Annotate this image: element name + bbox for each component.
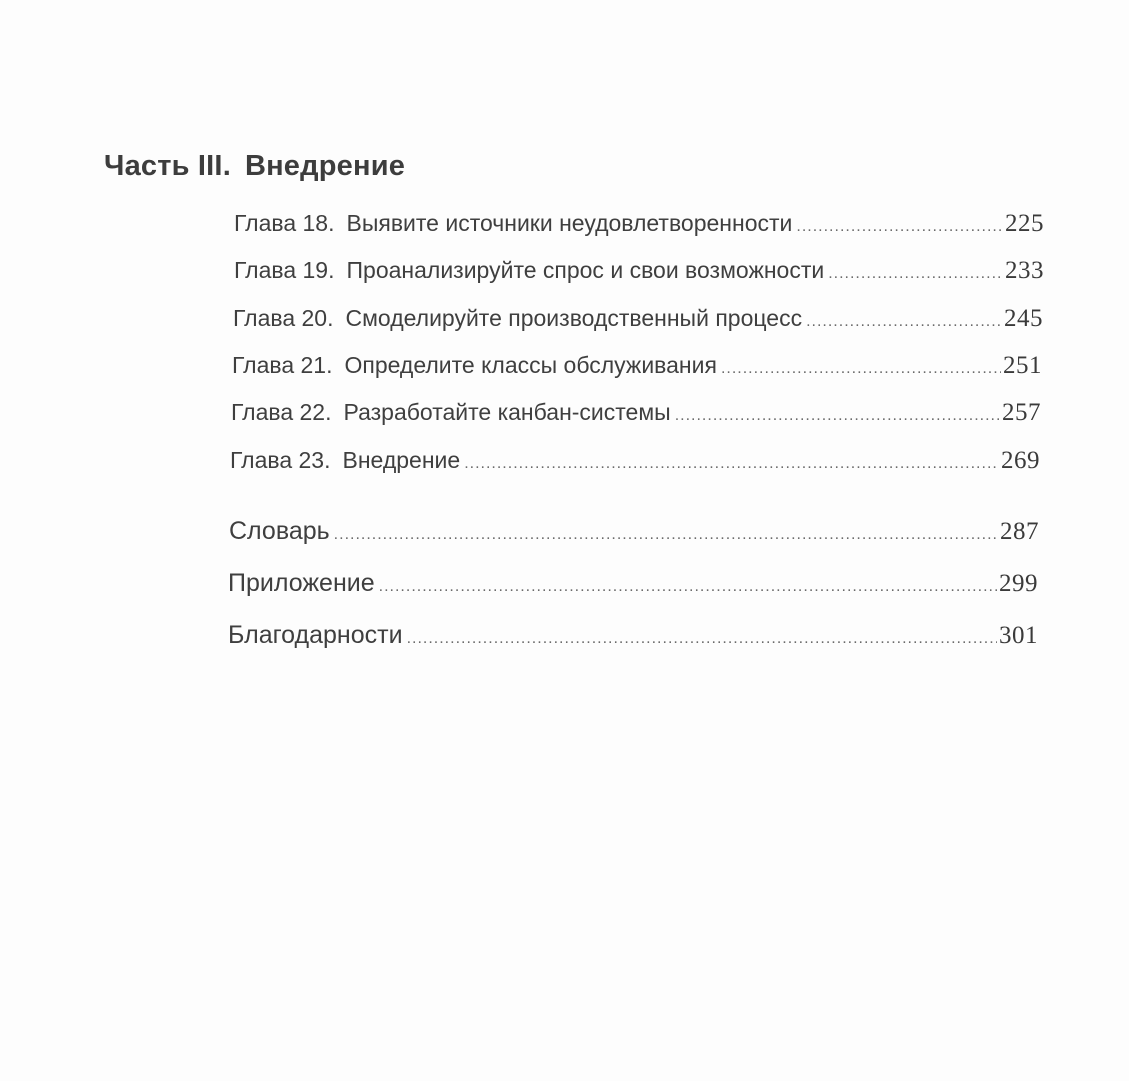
chapter-title: Выявите источники неудовлетворенности bbox=[346, 210, 793, 236]
chapter-title: Проанализируйте спрос и свои возможности bbox=[346, 257, 825, 283]
chapter-title: Внедрение bbox=[342, 447, 461, 473]
section-title: Приложение bbox=[228, 569, 375, 597]
part-title: Внедрение bbox=[244, 150, 406, 182]
chapter-title: Разработайте канбан-системы bbox=[343, 399, 671, 425]
chapter-label: Глава 23. bbox=[230, 447, 331, 473]
section-title: Словарь bbox=[229, 517, 330, 545]
page-number: 251 bbox=[1003, 352, 1042, 379]
section-title: Благодарности bbox=[228, 621, 403, 649]
page-number: 269 bbox=[1001, 447, 1040, 474]
dot-leader bbox=[675, 408, 1000, 424]
chapter-label: Глава 19. bbox=[234, 257, 335, 283]
toc-entry-chapter-23[interactable] bbox=[230, 447, 1040, 475]
toc-entry-chapter-18[interactable] bbox=[234, 210, 1044, 238]
toc-entry-glossary[interactable] bbox=[229, 517, 1039, 546]
dot-leader bbox=[379, 579, 997, 595]
chapter-label: Глава 21. bbox=[232, 352, 333, 378]
page-number: 257 bbox=[1002, 399, 1041, 426]
dot-leader bbox=[407, 631, 997, 647]
part-heading bbox=[104, 150, 405, 183]
chapter-title: Смоделируйте производственный процесс bbox=[345, 305, 803, 331]
page-number: 245 bbox=[1004, 305, 1043, 332]
chapter-label: Глава 20. bbox=[233, 305, 334, 331]
page-number: 301 bbox=[999, 622, 1038, 649]
toc-entry-appendix[interactable] bbox=[228, 569, 1038, 598]
page-number: 225 bbox=[1005, 210, 1044, 237]
toc-entry-chapter-21[interactable] bbox=[232, 352, 1042, 380]
dot-leader bbox=[828, 266, 1003, 282]
page-number: 287 bbox=[1000, 518, 1039, 545]
chapter-label: Глава 18. bbox=[234, 210, 335, 236]
dot-leader bbox=[334, 527, 998, 543]
page-number: 233 bbox=[1005, 257, 1044, 284]
toc-entry-chapter-22[interactable] bbox=[231, 399, 1041, 427]
page-number: 299 bbox=[999, 570, 1038, 597]
chapter-title: Определите классы обслуживания bbox=[344, 352, 717, 378]
part-number: Часть III. bbox=[104, 150, 231, 182]
dot-leader bbox=[806, 314, 1002, 330]
toc-entry-chapter-20[interactable] bbox=[233, 305, 1043, 333]
toc-entry-acknowledgements[interactable] bbox=[228, 621, 1038, 650]
chapter-label: Глава 22. bbox=[231, 399, 332, 425]
toc-entry-chapter-19[interactable] bbox=[234, 257, 1044, 285]
dot-leader bbox=[464, 456, 999, 472]
dot-leader bbox=[721, 361, 1001, 377]
dot-leader bbox=[796, 219, 1003, 235]
